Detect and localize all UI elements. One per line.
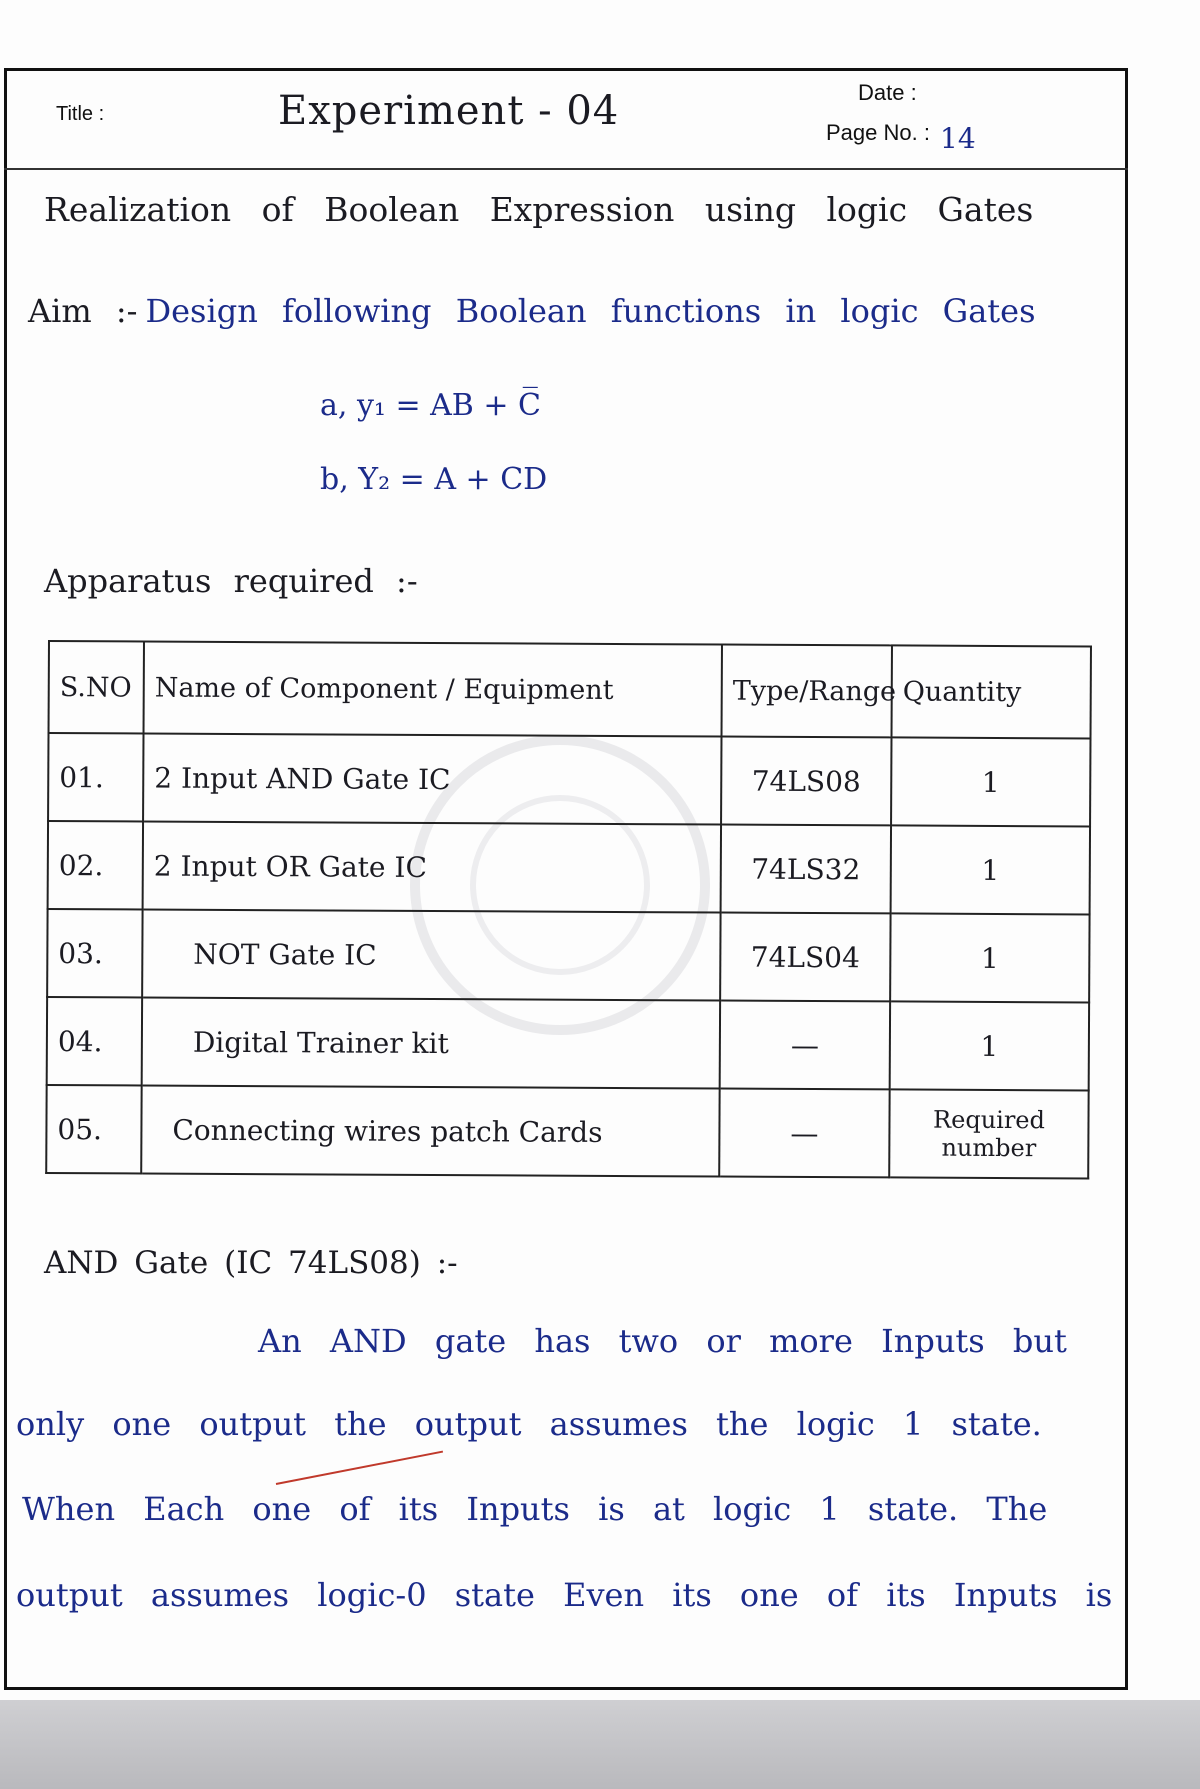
- table-header-row: [49, 641, 1091, 738]
- cell-name: NOT Gate IC: [142, 909, 720, 1000]
- cell-name: 2 Input OR Gate IC: [143, 822, 721, 913]
- cell-type: 74LS32: [721, 825, 891, 914]
- cell-sno: 04.: [47, 997, 142, 1085]
- page-bottom-edge: [0, 1700, 1200, 1789]
- col-header-name: Name of Component / Equipment: [144, 642, 722, 737]
- cell-quantity: 1: [890, 913, 1089, 1002]
- paragraph-line: An AND gate has two or more Inputs but: [258, 1322, 1067, 1360]
- title-label: Title :: [56, 103, 105, 125]
- paragraph-line: only one output the output assumes the logic 1 state.: [16, 1405, 1042, 1443]
- page-number: 14: [940, 122, 976, 155]
- table-row: [48, 733, 1090, 826]
- cell-sno: 05.: [46, 1085, 141, 1173]
- table-row: [46, 1085, 1088, 1178]
- apparatus-table: [45, 640, 1092, 1179]
- header-divider: [4, 168, 1128, 170]
- cell-quantity: 1: [891, 825, 1090, 914]
- cell-quantity: 1: [891, 737, 1090, 826]
- cell-name: 2 Input AND Gate IC: [143, 734, 721, 825]
- col-header-type: Type/Range: [722, 645, 892, 738]
- cell-type: 74LS04: [720, 913, 890, 1002]
- page-heading: Realization of Boolean Expression using logic Gates: [44, 190, 1034, 229]
- apparatus-heading: Apparatus required :-: [44, 562, 418, 600]
- aim-text: Design following Boolean functions in logic Gates: [145, 292, 1036, 330]
- cell-sno: 03.: [47, 909, 142, 997]
- cell-type: 74LS08: [721, 737, 891, 826]
- cell-sno: 01.: [48, 733, 143, 821]
- experiment-title: Experiment - 04: [278, 88, 620, 134]
- table-row: [48, 821, 1090, 914]
- table-row: [47, 909, 1089, 1002]
- cell-quantity: Required number: [889, 1089, 1088, 1178]
- cell-sno: 02.: [48, 821, 143, 909]
- col-header-quantity: Quantity: [892, 645, 1091, 738]
- equation-a: a, y₁ = AB + C̅: [320, 388, 542, 423]
- page-number-label: Page No. :: [826, 120, 930, 145]
- equation-b: b, Y₂ = A + CD: [320, 462, 548, 497]
- cell-quantity: 1: [890, 1001, 1089, 1090]
- date-label: Date :: [858, 80, 917, 105]
- aim-line: [28, 292, 1036, 330]
- cell-name: Digital Trainer kit: [142, 997, 720, 1088]
- cell-name: Connecting wires patch Cards: [141, 1085, 719, 1176]
- table-row: [47, 997, 1089, 1090]
- col-header-sno: S.NO: [49, 641, 144, 733]
- cell-type: —: [719, 1089, 889, 1178]
- paragraph-line: When Each one of its Inputs is at logic 1 state. The: [22, 1490, 1048, 1528]
- section-heading: AND Gate (IC 74LS08) :-: [44, 1245, 458, 1281]
- cell-type: —: [720, 1001, 890, 1090]
- paragraph-line: output assumes logic-0 state Even its one of its Inputs is: [16, 1576, 1113, 1614]
- aim-label: Aim :-: [28, 292, 138, 330]
